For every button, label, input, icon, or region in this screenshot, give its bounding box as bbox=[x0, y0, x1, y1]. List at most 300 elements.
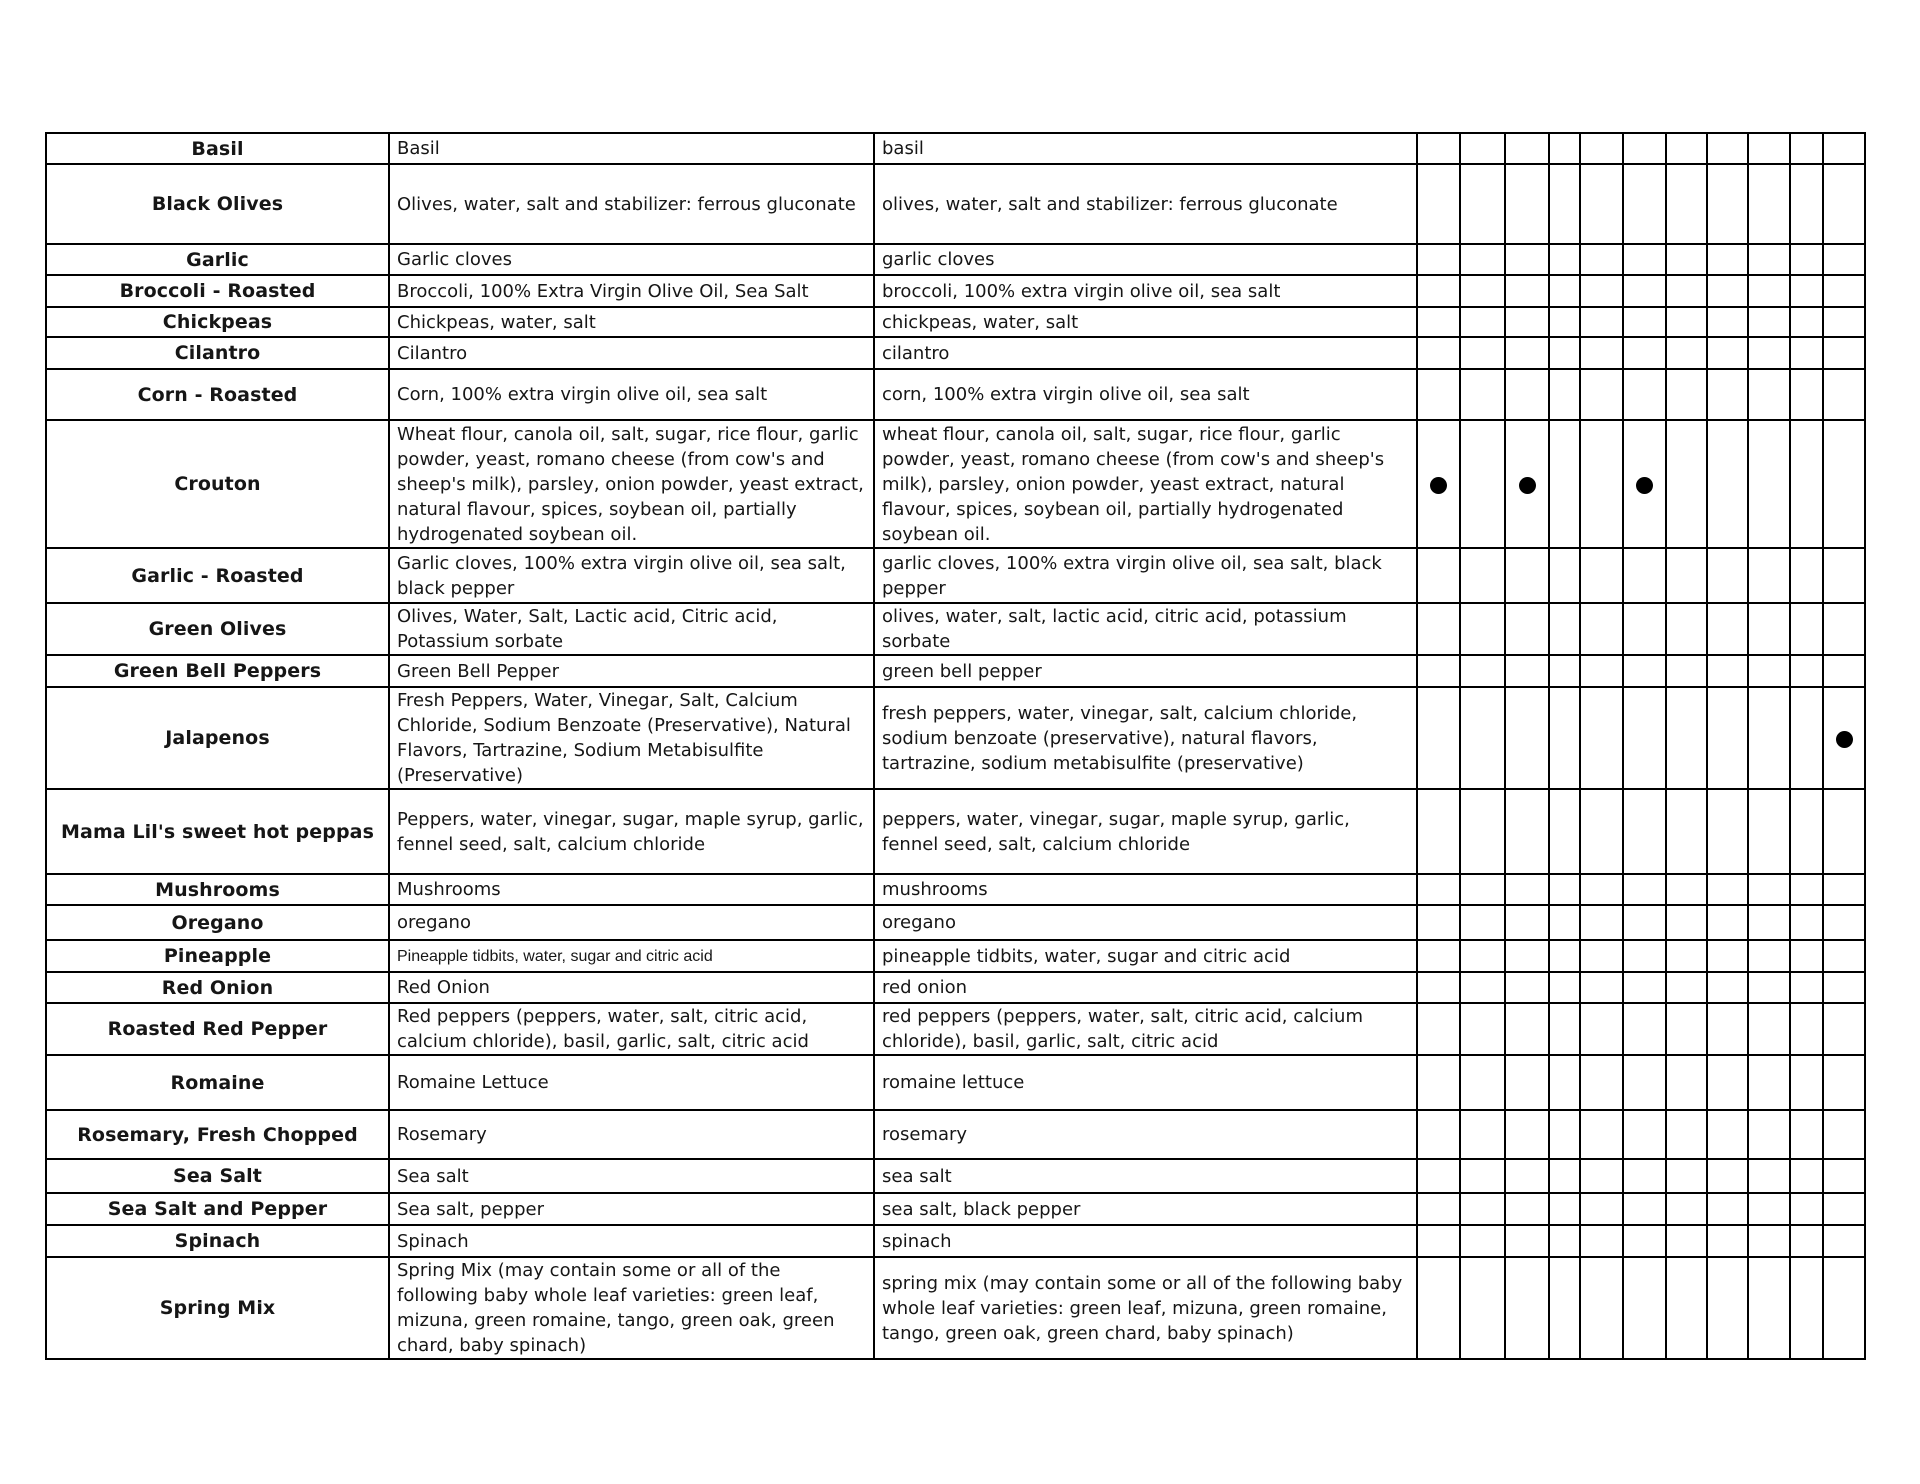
ingredients-cell: Garlic cloves bbox=[389, 244, 874, 275]
marker-cell bbox=[1505, 337, 1549, 369]
marker-cell bbox=[1666, 972, 1707, 1003]
marker-cell bbox=[1580, 244, 1623, 275]
ingredients-lowercase-cell: chickpeas, water, salt bbox=[874, 307, 1417, 337]
marker-cell bbox=[1623, 244, 1666, 275]
ingredients-lowercase-cell: olives, water, salt, lactic acid, citric acid, potassium sorbate bbox=[874, 603, 1417, 655]
table-row bbox=[46, 687, 1865, 789]
marker-cell bbox=[1505, 789, 1549, 874]
marker-cell bbox=[1666, 874, 1707, 905]
marker-cell bbox=[1505, 275, 1549, 307]
marker-cell bbox=[1823, 1110, 1865, 1159]
marker-cell bbox=[1623, 874, 1666, 905]
marker-cell bbox=[1623, 1193, 1666, 1225]
item-name-cell: Roasted Red Pepper bbox=[46, 1003, 389, 1055]
marker-cell bbox=[1417, 244, 1460, 275]
marker-cell bbox=[1666, 164, 1707, 244]
marker-cell bbox=[1748, 972, 1790, 1003]
marker-cell bbox=[1790, 687, 1823, 789]
marker-cell bbox=[1417, 972, 1460, 1003]
marker-cell bbox=[1417, 164, 1460, 244]
marker-cell bbox=[1580, 687, 1623, 789]
marker-cell bbox=[1748, 687, 1790, 789]
marker-cell bbox=[1549, 1225, 1580, 1257]
marker-cell bbox=[1505, 1055, 1549, 1110]
marker-cell bbox=[1580, 655, 1623, 687]
ingredient-table bbox=[45, 132, 1866, 1360]
ingredient-table-body bbox=[46, 133, 1865, 1359]
marker-cell bbox=[1707, 603, 1748, 655]
marker-cell bbox=[1549, 307, 1580, 337]
ingredients-cell: Red Onion bbox=[389, 972, 874, 1003]
dot-marker-icon bbox=[1430, 477, 1447, 494]
ingredients-lowercase-cell: olives, water, salt and stabilizer: ferrous gluconate bbox=[874, 164, 1417, 244]
marker-cell bbox=[1549, 905, 1580, 940]
marker-cell bbox=[1549, 789, 1580, 874]
ingredients-lowercase-cell: rosemary bbox=[874, 1110, 1417, 1159]
ingredients-cell: Green Bell Pepper bbox=[389, 655, 874, 687]
marker-cell bbox=[1707, 1110, 1748, 1159]
marker-cell bbox=[1460, 307, 1505, 337]
marker-cell bbox=[1623, 1003, 1666, 1055]
marker-cell bbox=[1707, 905, 1748, 940]
ingredients-lowercase-cell: oregano bbox=[874, 905, 1417, 940]
marker-cell bbox=[1707, 789, 1748, 874]
marker-cell bbox=[1460, 369, 1505, 420]
marker-cell bbox=[1790, 1110, 1823, 1159]
marker-cell bbox=[1666, 1110, 1707, 1159]
ingredients-cell: Corn, 100% extra virgin olive oil, sea salt bbox=[389, 369, 874, 420]
marker-cell bbox=[1580, 133, 1623, 164]
table-row bbox=[46, 244, 1865, 275]
marker-cell bbox=[1580, 905, 1623, 940]
marker-cell bbox=[1460, 1110, 1505, 1159]
marker-cell bbox=[1460, 420, 1505, 548]
marker-cell bbox=[1748, 133, 1790, 164]
marker-cell bbox=[1823, 1159, 1865, 1193]
marker-cell bbox=[1505, 1225, 1549, 1257]
item-name-cell: Spring Mix bbox=[46, 1257, 389, 1359]
marker-cell bbox=[1748, 548, 1790, 603]
marker-cell bbox=[1580, 1055, 1623, 1110]
marker-cell bbox=[1823, 874, 1865, 905]
marker-cell bbox=[1823, 1003, 1865, 1055]
item-name-cell: Green Bell Peppers bbox=[46, 655, 389, 687]
marker-cell bbox=[1460, 548, 1505, 603]
table-row bbox=[46, 1225, 1865, 1257]
marker-cell bbox=[1417, 1193, 1460, 1225]
marker-cell bbox=[1707, 1257, 1748, 1359]
table-row bbox=[46, 972, 1865, 1003]
marker-cell bbox=[1460, 337, 1505, 369]
ingredients-lowercase-cell: pineapple tidbits, water, sugar and citric acid bbox=[874, 940, 1417, 972]
item-name-cell: Broccoli - Roasted bbox=[46, 275, 389, 307]
item-name-cell: Mushrooms bbox=[46, 874, 389, 905]
marker-cell bbox=[1549, 548, 1580, 603]
marker-cell bbox=[1790, 789, 1823, 874]
marker-cell bbox=[1623, 133, 1666, 164]
ingredients-lowercase-cell: red onion bbox=[874, 972, 1417, 1003]
marker-cell bbox=[1790, 275, 1823, 307]
marker-cell bbox=[1790, 420, 1823, 548]
marker-cell bbox=[1417, 1257, 1460, 1359]
marker-cell bbox=[1823, 420, 1865, 548]
marker-cell bbox=[1823, 275, 1865, 307]
item-name-cell: Chickpeas bbox=[46, 307, 389, 337]
marker-cell bbox=[1505, 687, 1549, 789]
marker-cell bbox=[1790, 1193, 1823, 1225]
marker-cell bbox=[1748, 655, 1790, 687]
marker-cell bbox=[1460, 133, 1505, 164]
marker-cell bbox=[1580, 337, 1623, 369]
marker-cell bbox=[1623, 369, 1666, 420]
table-row bbox=[46, 603, 1865, 655]
marker-cell bbox=[1505, 1193, 1549, 1225]
ingredients-cell: Broccoli, 100% Extra Virgin Olive Oil, Sea Salt bbox=[389, 275, 874, 307]
marker-cell bbox=[1460, 1003, 1505, 1055]
marker-cell bbox=[1549, 337, 1580, 369]
ingredients-cell: Romaine Lettuce bbox=[389, 1055, 874, 1110]
marker-cell bbox=[1580, 874, 1623, 905]
marker-cell bbox=[1505, 307, 1549, 337]
marker-cell bbox=[1580, 1257, 1623, 1359]
marker-cell bbox=[1580, 972, 1623, 1003]
marker-cell bbox=[1460, 687, 1505, 789]
marker-cell bbox=[1549, 1257, 1580, 1359]
marker-cell bbox=[1417, 548, 1460, 603]
marker-cell bbox=[1748, 1159, 1790, 1193]
marker-cell bbox=[1549, 164, 1580, 244]
marker-cell bbox=[1505, 1003, 1549, 1055]
marker-cell bbox=[1505, 420, 1549, 548]
ingredients-cell: Pineapple tidbits, water, sugar and citric acid bbox=[389, 940, 874, 972]
marker-cell bbox=[1460, 1055, 1505, 1110]
dot-marker-icon bbox=[1519, 477, 1536, 494]
table-row bbox=[46, 1159, 1865, 1193]
marker-cell bbox=[1666, 940, 1707, 972]
marker-cell bbox=[1549, 972, 1580, 1003]
item-name-cell: Jalapenos bbox=[46, 687, 389, 789]
marker-cell bbox=[1790, 244, 1823, 275]
marker-cell bbox=[1460, 972, 1505, 1003]
marker-cell bbox=[1580, 164, 1623, 244]
table-row bbox=[46, 1003, 1865, 1055]
table-row bbox=[46, 275, 1865, 307]
marker-cell bbox=[1417, 789, 1460, 874]
marker-cell bbox=[1417, 275, 1460, 307]
marker-cell bbox=[1460, 1225, 1505, 1257]
marker-cell bbox=[1460, 874, 1505, 905]
marker-cell bbox=[1623, 1110, 1666, 1159]
marker-cell bbox=[1549, 133, 1580, 164]
marker-cell bbox=[1417, 905, 1460, 940]
ingredients-cell: Chickpeas, water, salt bbox=[389, 307, 874, 337]
dot-marker-icon bbox=[1836, 731, 1853, 748]
marker-cell bbox=[1748, 307, 1790, 337]
marker-cell bbox=[1549, 420, 1580, 548]
ingredients-cell: Mushrooms bbox=[389, 874, 874, 905]
marker-cell bbox=[1460, 789, 1505, 874]
ingredients-lowercase-cell: sea salt bbox=[874, 1159, 1417, 1193]
marker-cell bbox=[1748, 874, 1790, 905]
marker-cell bbox=[1748, 420, 1790, 548]
marker-cell bbox=[1580, 1003, 1623, 1055]
marker-cell bbox=[1823, 789, 1865, 874]
table-row bbox=[46, 133, 1865, 164]
marker-cell bbox=[1580, 603, 1623, 655]
marker-cell bbox=[1580, 307, 1623, 337]
marker-cell bbox=[1666, 244, 1707, 275]
marker-cell bbox=[1549, 369, 1580, 420]
marker-cell bbox=[1549, 1055, 1580, 1110]
marker-cell bbox=[1623, 275, 1666, 307]
marker-cell bbox=[1666, 420, 1707, 548]
marker-cell bbox=[1549, 655, 1580, 687]
table-row bbox=[46, 905, 1865, 940]
marker-cell bbox=[1707, 420, 1748, 548]
marker-cell bbox=[1417, 603, 1460, 655]
marker-cell bbox=[1623, 940, 1666, 972]
marker-cell bbox=[1707, 244, 1748, 275]
marker-cell bbox=[1823, 1193, 1865, 1225]
marker-cell bbox=[1748, 789, 1790, 874]
marker-cell bbox=[1790, 337, 1823, 369]
ingredients-lowercase-cell: romaine lettuce bbox=[874, 1055, 1417, 1110]
table-row bbox=[46, 420, 1865, 548]
ingredients-cell: Red peppers (peppers, water, salt, citric acid, calcium chloride), basil, garlic, salt, citric acid bbox=[389, 1003, 874, 1055]
marker-cell bbox=[1417, 420, 1460, 548]
marker-cell bbox=[1580, 1159, 1623, 1193]
marker-cell bbox=[1748, 1110, 1790, 1159]
ingredients-lowercase-cell: red peppers (peppers, water, salt, citric acid, calcium chloride), basil, garlic, salt, citric acid bbox=[874, 1003, 1417, 1055]
marker-cell bbox=[1707, 940, 1748, 972]
marker-cell bbox=[1549, 603, 1580, 655]
table-row bbox=[46, 789, 1865, 874]
table-row bbox=[46, 307, 1865, 337]
marker-cell bbox=[1505, 940, 1549, 972]
marker-cell bbox=[1580, 1110, 1623, 1159]
marker-cell bbox=[1666, 548, 1707, 603]
marker-cell bbox=[1623, 1055, 1666, 1110]
marker-cell bbox=[1505, 655, 1549, 687]
marker-cell bbox=[1790, 1003, 1823, 1055]
ingredients-lowercase-cell: garlic cloves bbox=[874, 244, 1417, 275]
ingredients-lowercase-cell: broccoli, 100% extra virgin olive oil, sea salt bbox=[874, 275, 1417, 307]
marker-cell bbox=[1707, 1055, 1748, 1110]
item-name-cell: Sea Salt and Pepper bbox=[46, 1193, 389, 1225]
ingredients-cell: Wheat flour, canola oil, salt, sugar, rice flour, garlic powder, yeast, romano cheese (from cow's and sheep's milk), parsley, onion powder, yeast extract, natural flavour, spices, soybean oil, partially hydrogenated soybean oil. bbox=[389, 420, 874, 548]
marker-cell bbox=[1666, 307, 1707, 337]
item-name-cell: Rosemary, Fresh Chopped bbox=[46, 1110, 389, 1159]
marker-cell bbox=[1505, 164, 1549, 244]
marker-cell bbox=[1790, 1257, 1823, 1359]
dot-marker-icon bbox=[1636, 477, 1653, 494]
marker-cell bbox=[1580, 548, 1623, 603]
marker-cell bbox=[1505, 1257, 1549, 1359]
marker-cell bbox=[1549, 874, 1580, 905]
item-name-cell: Black Olives bbox=[46, 164, 389, 244]
marker-cell bbox=[1790, 874, 1823, 905]
marker-cell bbox=[1666, 603, 1707, 655]
ingredients-cell: Olives, water, salt and stabilizer: ferrous gluconate bbox=[389, 164, 874, 244]
marker-cell bbox=[1823, 972, 1865, 1003]
marker-cell bbox=[1790, 972, 1823, 1003]
marker-cell bbox=[1460, 1193, 1505, 1225]
marker-cell bbox=[1823, 164, 1865, 244]
item-name-cell: Sea Salt bbox=[46, 1159, 389, 1193]
table-row bbox=[46, 655, 1865, 687]
marker-cell bbox=[1549, 1193, 1580, 1225]
marker-cell bbox=[1790, 1055, 1823, 1110]
ingredients-lowercase-cell: mushrooms bbox=[874, 874, 1417, 905]
ingredients-lowercase-cell: spinach bbox=[874, 1225, 1417, 1257]
marker-cell bbox=[1623, 905, 1666, 940]
page-canvas bbox=[45, 132, 1866, 1360]
marker-cell bbox=[1623, 1257, 1666, 1359]
marker-cell bbox=[1707, 548, 1748, 603]
ingredients-lowercase-cell: wheat flour, canola oil, salt, sugar, rice flour, garlic powder, yeast, romano cheese (from cow's and sheep's milk), parsley, onion powder, yeast extract, natural flavour, spices, soybean oil, partially hydrogenated soybean oil. bbox=[874, 420, 1417, 548]
marker-cell bbox=[1623, 420, 1666, 548]
marker-cell bbox=[1707, 1159, 1748, 1193]
marker-cell bbox=[1460, 164, 1505, 244]
marker-cell bbox=[1823, 687, 1865, 789]
marker-cell bbox=[1823, 1055, 1865, 1110]
marker-cell bbox=[1748, 164, 1790, 244]
marker-cell bbox=[1580, 940, 1623, 972]
marker-cell bbox=[1580, 369, 1623, 420]
marker-cell bbox=[1505, 905, 1549, 940]
marker-cell bbox=[1823, 244, 1865, 275]
table-row bbox=[46, 1193, 1865, 1225]
ingredients-cell: Cilantro bbox=[389, 337, 874, 369]
marker-cell bbox=[1823, 337, 1865, 369]
item-name-cell: Red Onion bbox=[46, 972, 389, 1003]
marker-cell bbox=[1823, 369, 1865, 420]
marker-cell bbox=[1505, 244, 1549, 275]
marker-cell bbox=[1823, 603, 1865, 655]
marker-cell bbox=[1580, 1225, 1623, 1257]
marker-cell bbox=[1666, 1193, 1707, 1225]
marker-cell bbox=[1666, 789, 1707, 874]
marker-cell bbox=[1623, 972, 1666, 1003]
marker-cell bbox=[1790, 307, 1823, 337]
ingredients-lowercase-cell: spring mix (may contain some or all of the following baby whole leaf varieties: green leaf, mizuna, green romaine, tango, green oak, green chard, baby spinach) bbox=[874, 1257, 1417, 1359]
marker-cell bbox=[1748, 1055, 1790, 1110]
marker-cell bbox=[1549, 1003, 1580, 1055]
marker-cell bbox=[1790, 905, 1823, 940]
marker-cell bbox=[1748, 940, 1790, 972]
marker-cell bbox=[1790, 369, 1823, 420]
marker-cell bbox=[1707, 874, 1748, 905]
marker-cell bbox=[1580, 1193, 1623, 1225]
marker-cell bbox=[1623, 1159, 1666, 1193]
marker-cell bbox=[1417, 369, 1460, 420]
marker-cell bbox=[1417, 1055, 1460, 1110]
table-row bbox=[46, 874, 1865, 905]
marker-cell bbox=[1505, 874, 1549, 905]
marker-cell bbox=[1748, 1003, 1790, 1055]
ingredients-lowercase-cell: peppers, water, vinegar, sugar, maple syrup, garlic, fennel seed, salt, calcium chloride bbox=[874, 789, 1417, 874]
marker-cell bbox=[1623, 337, 1666, 369]
marker-cell bbox=[1707, 687, 1748, 789]
marker-cell bbox=[1623, 687, 1666, 789]
marker-cell bbox=[1707, 369, 1748, 420]
ingredients-lowercase-cell: sea salt, black pepper bbox=[874, 1193, 1417, 1225]
marker-cell bbox=[1666, 337, 1707, 369]
marker-cell bbox=[1460, 244, 1505, 275]
marker-cell bbox=[1417, 1225, 1460, 1257]
marker-cell bbox=[1823, 133, 1865, 164]
table-row bbox=[46, 548, 1865, 603]
marker-cell bbox=[1460, 1257, 1505, 1359]
marker-cell bbox=[1666, 275, 1707, 307]
marker-cell bbox=[1707, 337, 1748, 369]
marker-cell bbox=[1666, 905, 1707, 940]
marker-cell bbox=[1505, 133, 1549, 164]
ingredients-lowercase-cell: fresh peppers, water, vinegar, salt, calcium chloride, sodium benzoate (preservative), natural flavors, tartrazine, sodium metabisulfite (preservative) bbox=[874, 687, 1417, 789]
marker-cell bbox=[1748, 244, 1790, 275]
marker-cell bbox=[1823, 940, 1865, 972]
marker-cell bbox=[1790, 655, 1823, 687]
marker-cell bbox=[1666, 655, 1707, 687]
marker-cell bbox=[1748, 603, 1790, 655]
marker-cell bbox=[1823, 1257, 1865, 1359]
marker-cell bbox=[1666, 369, 1707, 420]
marker-cell bbox=[1707, 133, 1748, 164]
marker-cell bbox=[1417, 655, 1460, 687]
marker-cell bbox=[1707, 972, 1748, 1003]
table-row bbox=[46, 940, 1865, 972]
ingredients-cell: Sea salt, pepper bbox=[389, 1193, 874, 1225]
marker-cell bbox=[1666, 687, 1707, 789]
marker-cell bbox=[1549, 275, 1580, 307]
marker-cell bbox=[1580, 789, 1623, 874]
marker-cell bbox=[1707, 307, 1748, 337]
marker-cell bbox=[1460, 655, 1505, 687]
marker-cell bbox=[1505, 548, 1549, 603]
marker-cell bbox=[1580, 420, 1623, 548]
marker-cell bbox=[1505, 1110, 1549, 1159]
marker-cell bbox=[1707, 655, 1748, 687]
marker-cell bbox=[1707, 1225, 1748, 1257]
ingredients-cell: Fresh Peppers, Water, Vinegar, Salt, Calcium Chloride, Sodium Benzoate (Preservative), Natural Flavors, Tartrazine, Sodium Metabisulfite (Preservative) bbox=[389, 687, 874, 789]
marker-cell bbox=[1417, 337, 1460, 369]
marker-cell bbox=[1666, 133, 1707, 164]
marker-cell bbox=[1748, 1193, 1790, 1225]
marker-cell bbox=[1823, 307, 1865, 337]
marker-cell bbox=[1748, 905, 1790, 940]
ingredients-lowercase-cell: basil bbox=[874, 133, 1417, 164]
table-row bbox=[46, 1055, 1865, 1110]
marker-cell bbox=[1790, 1159, 1823, 1193]
marker-cell bbox=[1460, 905, 1505, 940]
item-name-cell: Oregano bbox=[46, 905, 389, 940]
ingredients-cell: Spring Mix (may contain some or all of the following baby whole leaf varieties: green leaf, mizuna, green romaine, tango, green oak, green chard, baby spinach) bbox=[389, 1257, 874, 1359]
ingredients-lowercase-cell: cilantro bbox=[874, 337, 1417, 369]
marker-cell bbox=[1790, 940, 1823, 972]
item-name-cell: Crouton bbox=[46, 420, 389, 548]
item-name-cell: Green Olives bbox=[46, 603, 389, 655]
ingredients-lowercase-cell: corn, 100% extra virgin olive oil, sea salt bbox=[874, 369, 1417, 420]
item-name-cell: Spinach bbox=[46, 1225, 389, 1257]
table-row bbox=[46, 1257, 1865, 1359]
marker-cell bbox=[1666, 1225, 1707, 1257]
marker-cell bbox=[1666, 1159, 1707, 1193]
item-name-cell: Mama Lil's sweet hot peppas bbox=[46, 789, 389, 874]
marker-cell bbox=[1623, 603, 1666, 655]
table-row bbox=[46, 369, 1865, 420]
marker-cell bbox=[1460, 275, 1505, 307]
marker-cell bbox=[1823, 905, 1865, 940]
